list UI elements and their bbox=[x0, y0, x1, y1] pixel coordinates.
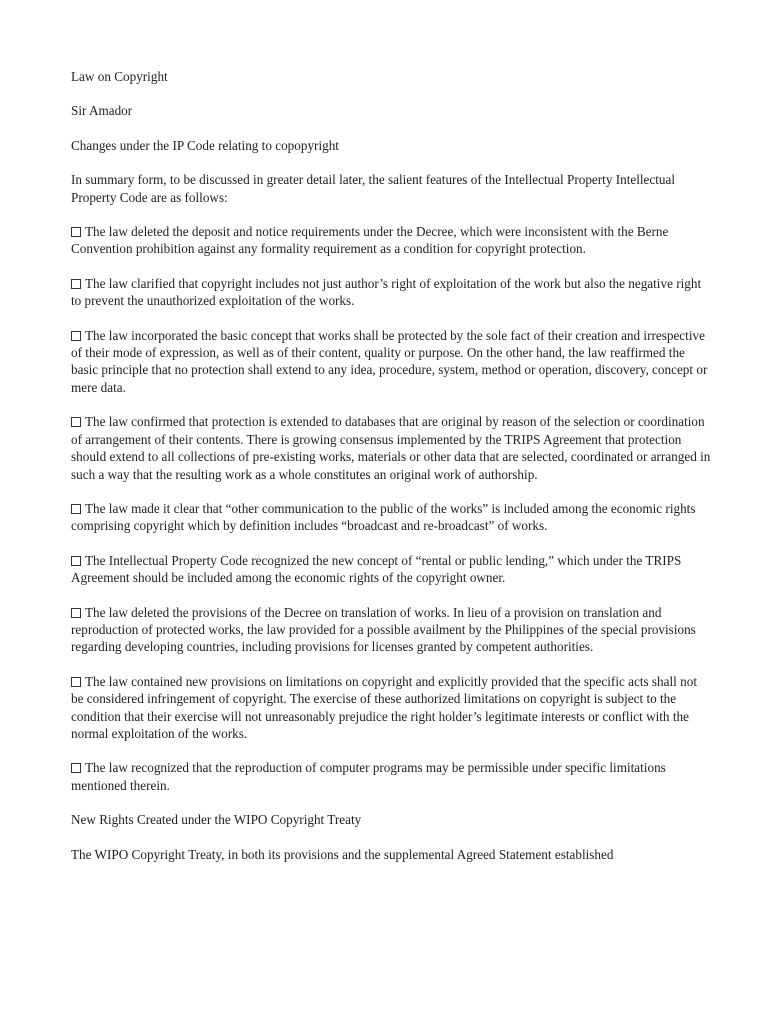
checkbox-icon bbox=[71, 504, 81, 514]
checkbox-icon bbox=[71, 279, 81, 289]
document-author: Sir Amador bbox=[71, 103, 133, 119]
list-item bbox=[71, 275, 711, 310]
list-item bbox=[71, 552, 711, 587]
intro-paragraph: In summary form, to be discussed in greater detail later, the salient features of the Intellectual Property Intellectual Property Code are as follows: bbox=[71, 172, 676, 205]
list-item-text: The Intellectual Property Code recognized the new concept of “rental or public lending,” which under the TRIPS Agreement should be included among the economic rights of the copyright owner. bbox=[71, 552, 682, 586]
list-item-text: The law deleted the deposit and notice requirements under the Decree, which were inconsistent with the Berne Convention prohibition against any formality requirement as a condition for copyright protection. bbox=[71, 224, 669, 257]
list-item-text: The law recognized that the reproduction of computer programs may be permissible under specific limitations mentioned therein. bbox=[71, 760, 666, 793]
list-item bbox=[71, 604, 711, 656]
list-item bbox=[71, 759, 711, 794]
checkbox-icon bbox=[71, 227, 81, 237]
list-item-text: The law made it clear that “other communication to the public of the works” is included among the economic rights comprising copyright which by definition includes “broadcast and re-broadcast” of works. bbox=[71, 500, 696, 534]
checkbox-icon bbox=[71, 763, 81, 773]
checkbox-icon bbox=[71, 608, 81, 618]
list-item bbox=[71, 223, 711, 258]
list-item-text: The law incorporated the basic concept that works shall be protected by the sole fact of their creation and irrespective of their mode of expression, as well as of their content, quality or purpose. On the other hand, the law reaffirmed the basic principle that no protection shall extend to any idea, procedure, system, method or operation, discovery, concept or mere data. bbox=[71, 327, 708, 395]
list-item bbox=[71, 413, 711, 483]
section-heading-2: New Rights Created under the WIPO Copyright Treaty bbox=[71, 812, 362, 828]
list-item-text: The law confirmed that protection is extended to databases that are original by reason of the selection or coordination of arrangement of their contents. There is growing consensus implemented by the TRIPS Agreement that protection should extend to all collections of pre-existing works, materials or other data that are selected, coordinated or arranged in such a way that the resulting work as a whole constitutes an original work of authorship. bbox=[71, 414, 711, 482]
checkbox-icon bbox=[71, 417, 81, 427]
document-title: Law on Copyright bbox=[71, 69, 168, 84]
checkbox-icon bbox=[71, 556, 81, 566]
section-heading: Changes under the IP Code relating to copopyright bbox=[71, 137, 339, 153]
bullet-list bbox=[71, 223, 711, 794]
checkbox-icon bbox=[71, 331, 81, 341]
list-item bbox=[71, 673, 711, 743]
list-item bbox=[71, 500, 711, 535]
list-item bbox=[71, 327, 711, 397]
closing-paragraph: The WIPO Copyright Treaty, in both its provisions and the supplemental Agreed Statement established bbox=[71, 846, 614, 862]
checkbox-icon bbox=[71, 677, 81, 687]
list-item-text: The law contained new provisions on limitations on copyright and explicitly provided that the specific acts shall not be considered infringement of copyright. The exercise of these authorized limitations on copyright is subject to the condition that their exercise will not unreasonably prejudice the right holder’s legitimate interests or conflict with the normal exploitation of the works. bbox=[71, 673, 697, 741]
list-item-text: The law clarified that copyright includes not just author’s right of exploitation of the work but also the negative right to prevent the unauthorized exploitation of the works. bbox=[71, 275, 702, 309]
list-item-text: The law deleted the provisions of the Decree on translation of works. In lieu of a provision on translation and reproduction of protected works, the law provided for a possible availment by the Philippines of the special provisions regarding developing countries, including provisions for licenses granted by competent authorities. bbox=[71, 604, 696, 655]
document-page bbox=[71, 68, 711, 880]
